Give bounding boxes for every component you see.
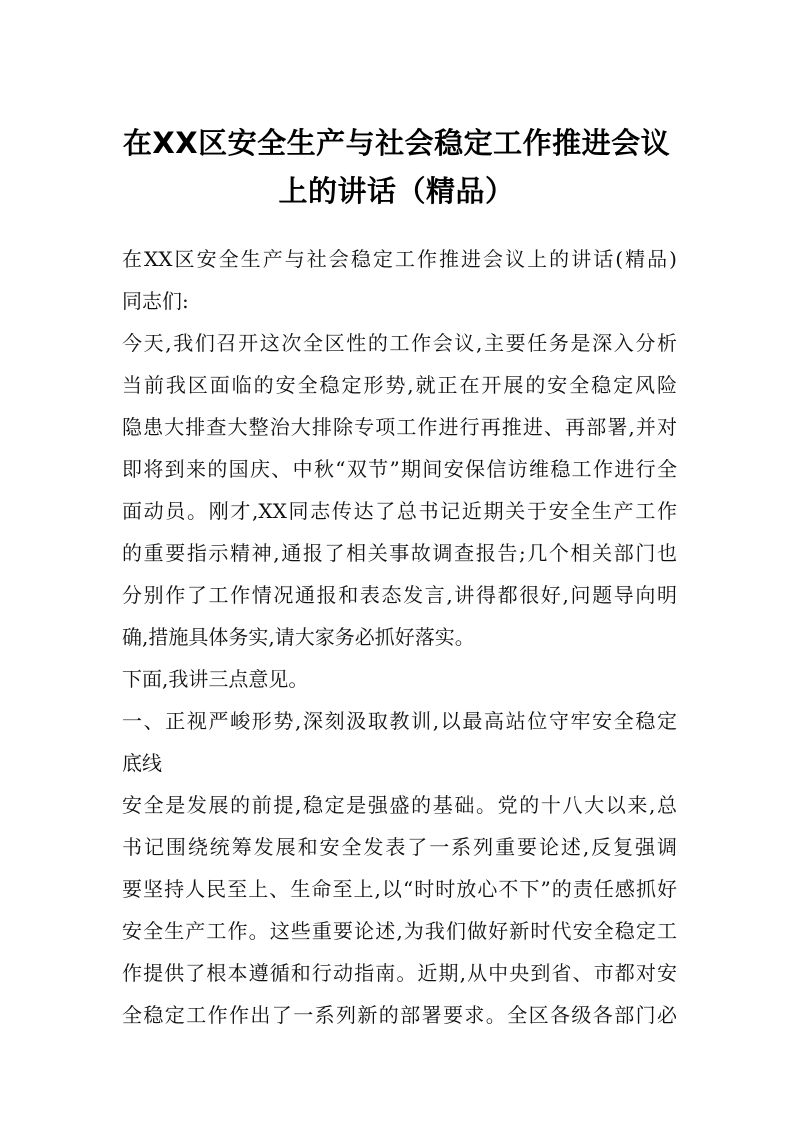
paragraph-line: 下面,我讲三点意见。 [122, 667, 309, 691]
paragraph-line: 安全生产工作。这些重要论述,为我们做好新时代安全稳定工 [122, 919, 677, 943]
paragraph-line: 确,措施具体务实,请大家务必抓好落实。 [122, 625, 475, 649]
section-heading-line: 一、正视严峻形势,深刻汲取教训,以最高站位守牢安全稳定 [122, 709, 677, 733]
paragraph-line: 分别作了工作情况通报和表态发言,讲得都很好,问题导向明 [122, 583, 677, 607]
paragraph-line: 全稳定工作作出了一系列新的部署要求。全区各级各部门必 [122, 1003, 677, 1027]
subtitle-line: 在XX区安全生产与社会稳定工作推进会议上的讲话(精品) [122, 247, 677, 271]
paragraph-line: 书记围绕统筹发展和安全发表了一系列重要论述,反复强调 [122, 835, 677, 859]
section-heading-line: 底线 [122, 751, 162, 775]
paragraph-line: 安全是发展的前提,稳定是强盛的基础。党的十八大以来,总 [122, 793, 677, 817]
paragraph-line: 作提供了根本遵循和行动指南。近期,从中央到省、市都对安 [122, 961, 677, 985]
salutation-line: 同志们: [122, 289, 189, 313]
paragraph-line: 要坚持人民至上、生命至上,以“时时放心不下”的责任感抓好 [122, 877, 677, 901]
paragraph-line: 的重要指示精神,通报了相关事故调查报告;几个相关部门也 [122, 541, 677, 565]
document-title-line-2: 上的讲话（精品） [278, 174, 515, 208]
paragraph-line: 面动员。刚才,XX同志传达了总书记近期关于安全生产工作 [122, 499, 677, 523]
paragraph-line: 隐患大排查大整治大排除专项工作进行再推进、再部署,并对 [122, 415, 677, 439]
paragraph-line: 即将到来的国庆、中秋“双节”期间安保信访维稳工作进行全 [122, 457, 677, 481]
paragraph-line: 当前我区面临的安全稳定形势,就正在开展的安全稳定风险 [122, 373, 677, 397]
document-title-line-1: 在XX区安全生产与社会稳定工作推进会议 [122, 126, 671, 160]
paragraph-line: 今天,我们召开这次全区性的工作会议,主要任务是深入分析 [122, 331, 677, 355]
